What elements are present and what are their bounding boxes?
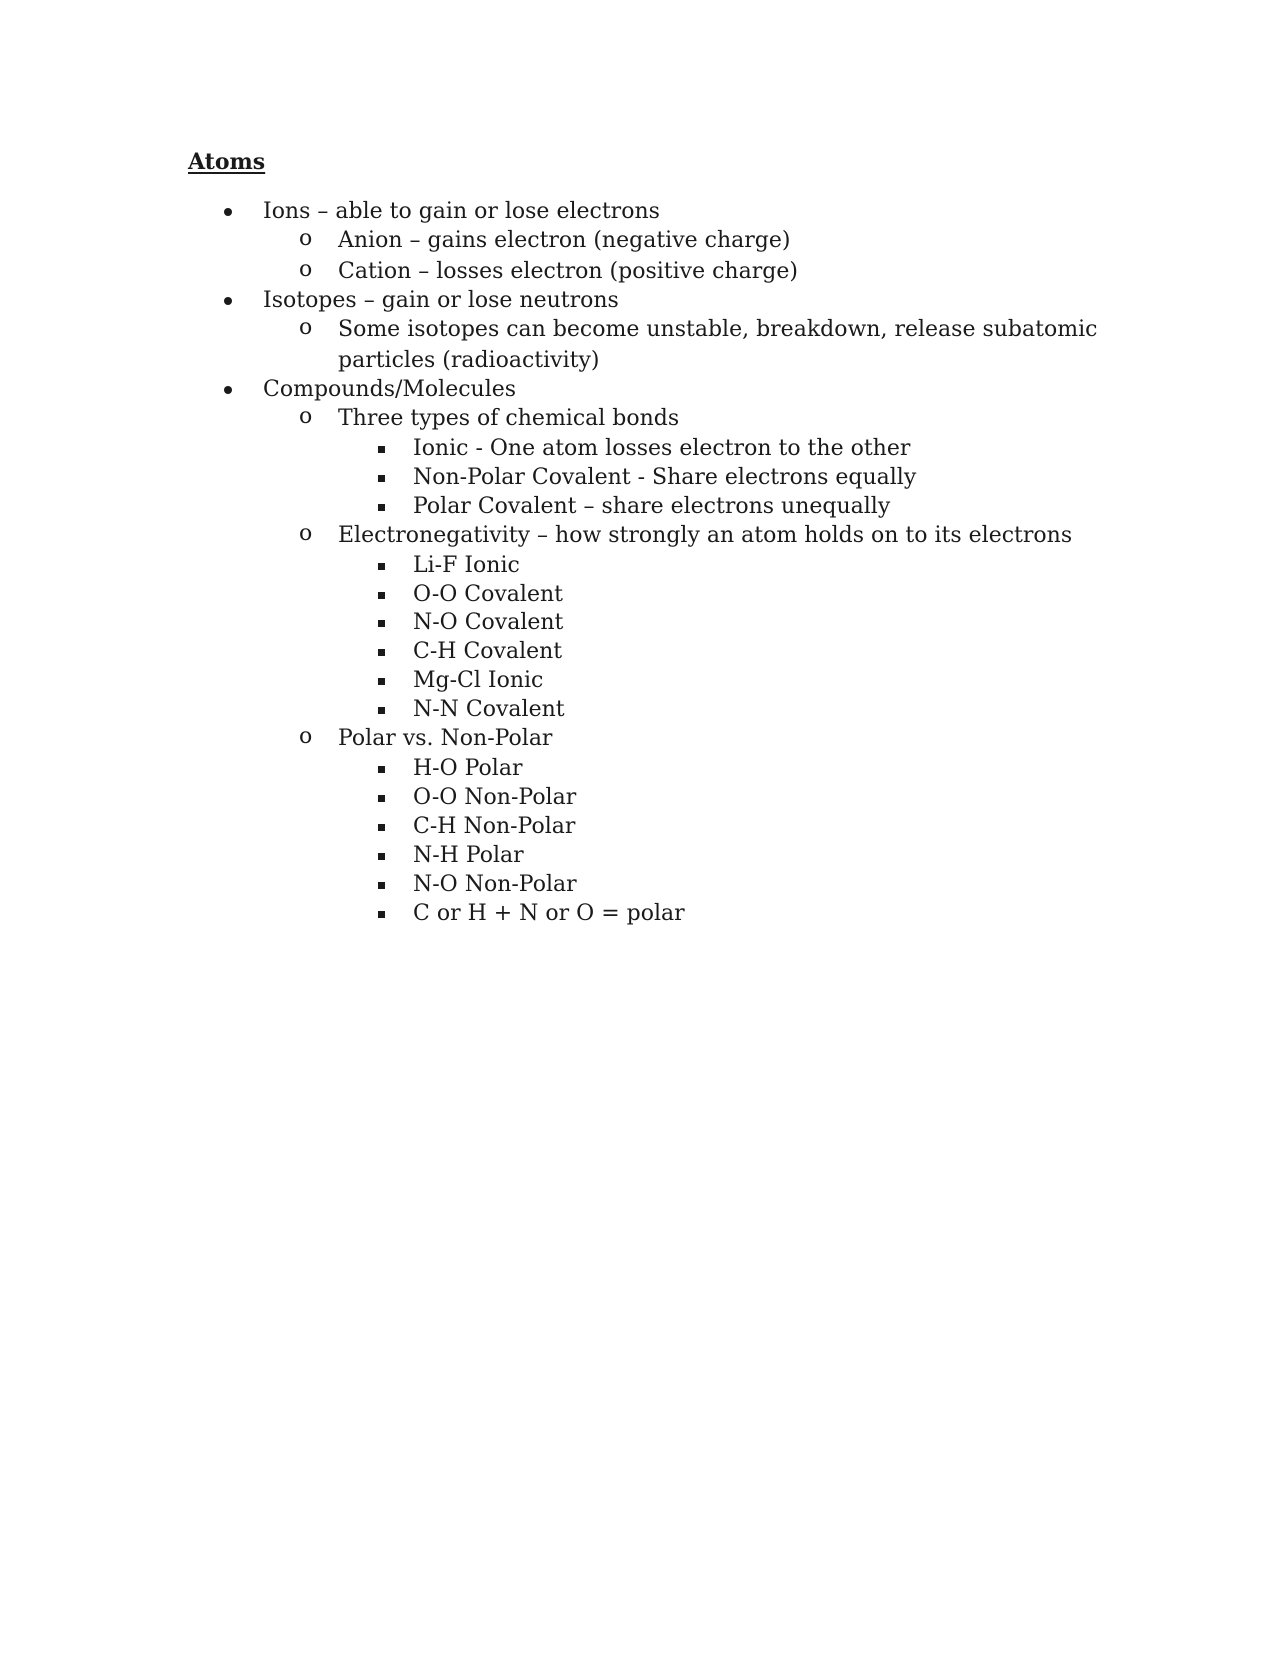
- bullet-dot-icon: [224, 297, 232, 305]
- bullet-square-icon: [378, 620, 385, 627]
- list-item-level-1: Ions – able to gain or lose electrons: [263, 199, 660, 224]
- bullet-square-icon: [378, 853, 385, 860]
- bullet-square-icon: [378, 446, 385, 453]
- list-item-level-1: Isotopes – gain or lose neutrons: [263, 288, 619, 313]
- bullet-square-icon: [378, 795, 385, 802]
- list-item-level-3: O-O Covalent: [413, 582, 563, 607]
- bullet-dot-icon: [224, 208, 232, 216]
- list-item-level-2: particles (radioactivity): [338, 348, 600, 373]
- list-item-level-2: Some isotopes can become unstable, breakdown, release subatomic: [338, 317, 1098, 342]
- bullet-square-icon: [378, 678, 385, 685]
- bullet-circle-icon: o: [299, 404, 313, 429]
- bullet-square-icon: [378, 882, 385, 889]
- list-item-level-3: Ionic - One atom losses electron to the other: [413, 436, 911, 461]
- bullet-square-icon: [378, 475, 385, 482]
- bullet-circle-icon: o: [299, 724, 313, 749]
- list-item-level-3: C-H Covalent: [413, 639, 563, 664]
- bullet-square-icon: [378, 824, 385, 831]
- list-item-level-3: Mg-Cl Ionic: [413, 668, 544, 693]
- bullet-square-icon: [378, 707, 385, 714]
- bullet-circle-icon: o: [299, 521, 313, 546]
- bullet-square-icon: [378, 649, 385, 656]
- bullet-square-icon: [378, 592, 385, 599]
- list-item-level-3: N-O Covalent: [413, 610, 564, 635]
- bullet-square-icon: [378, 766, 385, 773]
- list-item-level-2: Three types of chemical bonds: [338, 406, 680, 431]
- list-item-level-1: Compounds/Molecules: [263, 377, 517, 402]
- list-item-level-3: C-H Non-Polar: [413, 814, 576, 839]
- bullet-square-icon: [378, 504, 385, 511]
- bullet-square-icon: [378, 911, 385, 918]
- document-title: Atoms: [188, 149, 266, 175]
- list-item-level-2: Anion – gains electron (negative charge): [338, 228, 791, 253]
- list-item-level-3: Li-F Ionic: [413, 553, 520, 578]
- list-item-level-3: O-O Non-Polar: [413, 785, 577, 810]
- list-item-level-3: Polar Covalent – share electrons unequally: [413, 494, 891, 519]
- bullet-circle-icon: o: [299, 257, 313, 282]
- list-item-level-3: H-O Polar: [413, 756, 523, 781]
- list-item-level-2: Electronegativity – how strongly an atom holds on to its electrons: [338, 523, 1073, 548]
- list-item-level-3: C or H + N or O = polar: [413, 901, 685, 926]
- bullet-circle-icon: o: [299, 315, 313, 340]
- list-item-level-3: N-N Covalent: [413, 697, 565, 722]
- bullet-circle-icon: o: [299, 226, 313, 251]
- list-item-level-2: Cation – losses electron (positive charge): [338, 259, 798, 284]
- list-item-level-3: N-O Non-Polar: [413, 872, 577, 897]
- bullet-square-icon: [378, 563, 385, 570]
- list-item-level-2: Polar vs. Non-Polar: [338, 726, 553, 751]
- list-item-level-3: N-H Polar: [413, 843, 524, 868]
- bullet-dot-icon: [224, 386, 232, 394]
- list-item-level-3: Non-Polar Covalent - Share electrons equally: [413, 465, 917, 490]
